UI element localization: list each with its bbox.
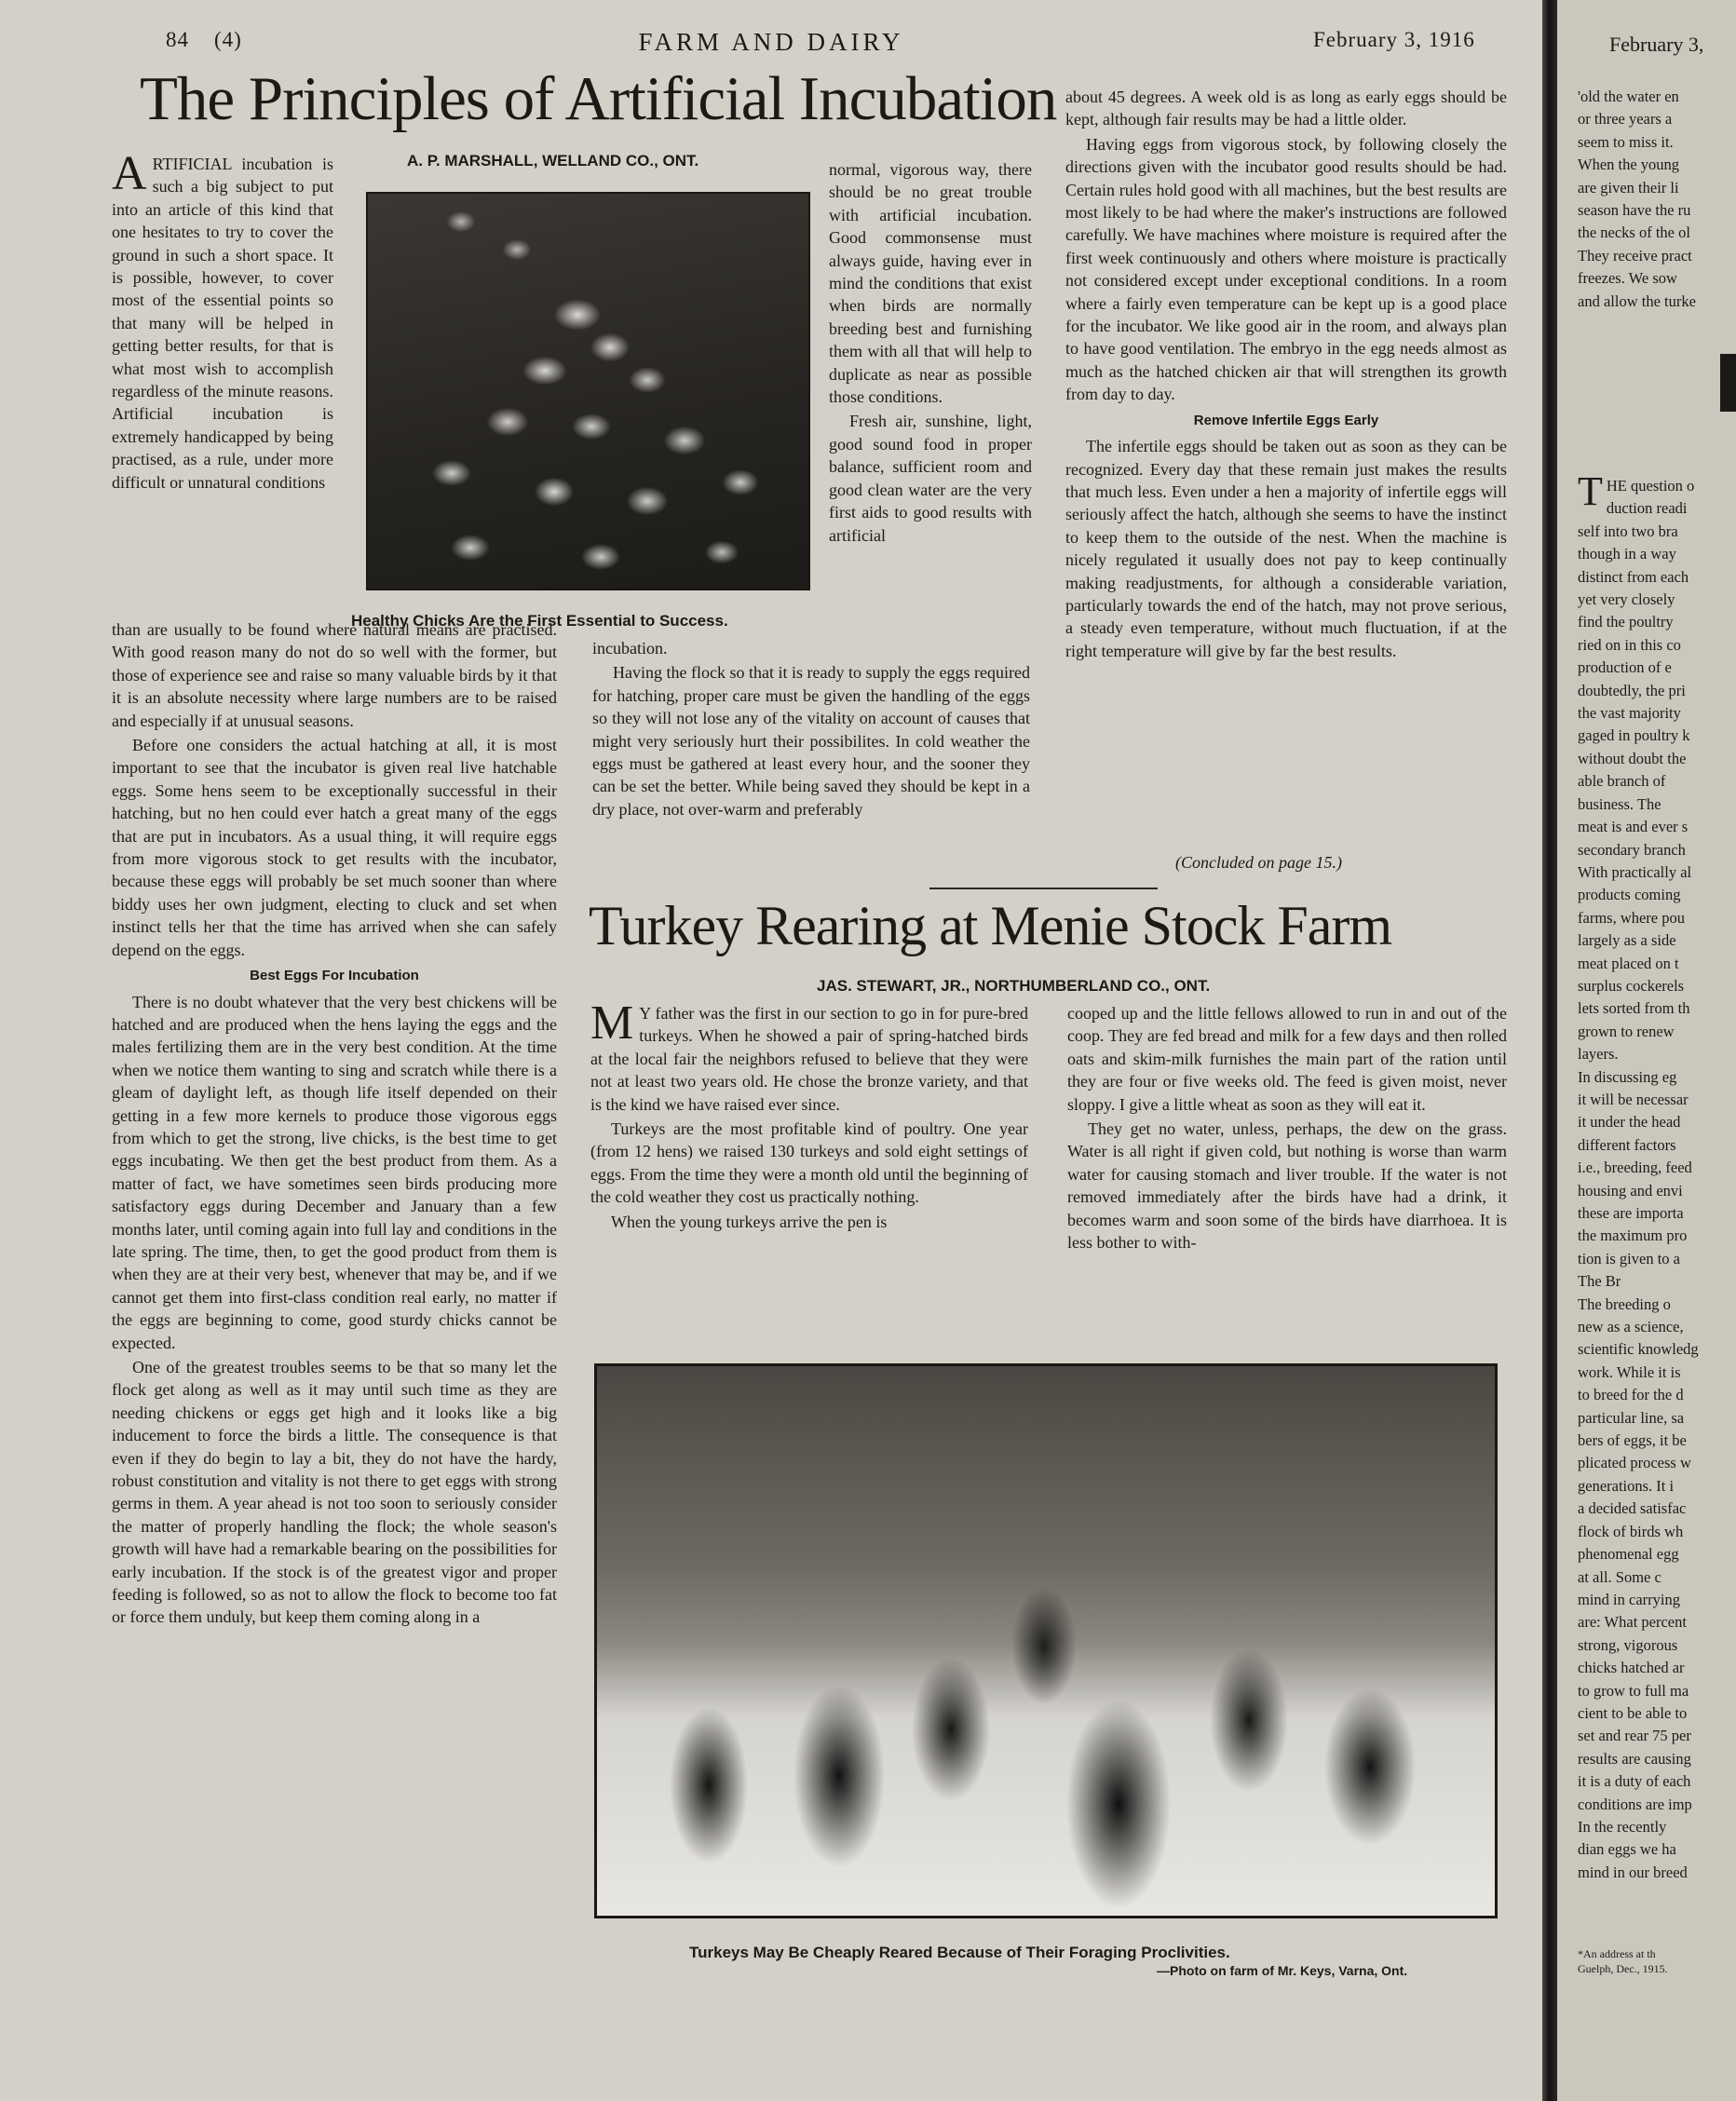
article1-col3-para3: The infertile eggs should be taken out as soon as they can be recognized. Every day that these remain just makes the results that much less. Even under a hen a majority of infertile eggs will seriously affect the hatch, although she seems to have the instinct to keep them to the outside of the nest. When the machine is nicely regulated it usually does not pay to keep continually making readjustments, for although a considerable variation, particularly towards the end of the hatch, may not prove serious, a steady even temperature, without much fluctuation, if at the right temperature will give by far the best results.: [1065, 437, 1507, 660]
adjacent-page-large-initial: [1720, 354, 1736, 412]
article1-byline: A. P. MARSHALL, WELLAND CO., ONT.: [407, 152, 699, 169]
article2-para2: Turkeys are the most profitable kind of poultry. One year (from 12 hens) we raised 130 turkeys and sold eight settings of eggs. From the time they were a month old until the beginning of the cold weather they cost us practically nothing.: [590, 1119, 1028, 1207]
turkeys-photo-caption: Turkeys May Be Cheaply Reared Because of Their Foraging Proclivities.: [689, 1944, 1230, 1961]
adjacent-page-line: cient to be able to: [1578, 1703, 1688, 1722]
chicks-photo-caption: Healthy Chicks Are the First Essential to Success.: [351, 612, 728, 630]
adjacent-page-line: yet very closely: [1578, 590, 1675, 609]
concluded-note: (Concluded on page 15.): [1175, 853, 1342, 872]
dropcap: A: [112, 147, 147, 200]
article2-para1: Y father was the first in our section to go in for pure-bred turkeys. When he showed a pair of spring-hatched birds at the local fair the neighbors refused to believe that they were not at least two years old. He chose the bronze variety, and that is the kind we have raised ever since.: [590, 1004, 1028, 1114]
adjacent-page-line: the necks of the ol: [1578, 224, 1690, 242]
adjacent-page-line: In the recently: [1578, 1817, 1667, 1836]
adjacent-page-line: production of e: [1578, 658, 1672, 677]
adjacent-page-line: it is a duty of each: [1578, 1772, 1691, 1791]
article1-para2: Before one considers the actual hatching at all, it is most important to see that the incubator is given real live hatchable eggs. Some hens seem to be exceptionally successful in their hatching, but no hen could ever hatch a great many of the eggs that are put in incubators. As a usual thing, it will require eggs from more vigorous stock to get results with the incubator, because these eggs will probably be set much sooner than where biddy uses her own judgment, electing to cluck and set when instinct tells her that the time has arrived when she can safely depend on the eggs.: [112, 736, 557, 959]
article2-title: Turkey Rearing at Menie Stock Farm: [589, 895, 1391, 956]
chicks-photo: [366, 192, 810, 590]
adjacent-page-line: new as a science,: [1578, 1318, 1684, 1336]
adjacent-page-line: layers.: [1578, 1045, 1619, 1064]
adjacent-page-fragment: [1557, 0, 1736, 2101]
adjacent-page-column-top: [1578, 86, 1736, 313]
adjacent-page-header: February 3,: [1609, 33, 1704, 56]
adjacent-page-line: dian eggs we ha: [1578, 1840, 1676, 1859]
adjacent-page-line: self into two bra: [1578, 522, 1678, 540]
article1-column2-top: [829, 158, 1032, 549]
adjacent-page-line: The Br: [1578, 1272, 1621, 1291]
article1-col3-para1: about 45 degrees. A week old is as long as early eggs should be kept, although fair results may be had a little older.: [1065, 88, 1507, 129]
adjacent-page-line: lets sorted from th: [1578, 999, 1690, 1018]
adjacent-page-line: They receive pract: [1578, 246, 1692, 264]
article1-col2-rest: incubation.: [592, 639, 668, 657]
adjacent-page-line: With practically al: [1578, 862, 1692, 881]
adjacent-page-line: seem to miss it.: [1578, 132, 1674, 151]
adjacent-page-line: results are causing: [1578, 1749, 1691, 1768]
adjacent-page-footnote: [1578, 1946, 1668, 1976]
article2-column2: [1067, 1002, 1507, 1255]
article2-col2-para2: They get no water, unless, perhaps, the dew on the grass. Water is all right if given cold, but nothing is worse than warm water for causing stomach and liver trouble. If the water is not removed immediately after the birds have had a drink, it becomes warm and soon some of the birds have diarrhoea. It is less bother to with-: [1067, 1119, 1507, 1253]
adjacent-page-line: scientific knowledg: [1578, 1340, 1699, 1359]
adjacent-page-line: In discussing eg: [1578, 1067, 1677, 1086]
adjacent-page-line: flock of birds wh: [1578, 1522, 1684, 1540]
adjacent-page-line: set and rear 75 per: [1578, 1727, 1691, 1745]
adjacent-page-line: generations. It i: [1578, 1476, 1675, 1495]
article2-para3: When the young turkeys arrive the pen is: [611, 1212, 888, 1231]
adjacent-page-line: grown to renew: [1578, 1022, 1675, 1040]
adjacent-page-line: to grow to full ma: [1578, 1681, 1689, 1700]
adjacent-page-line: the maximum pro: [1578, 1227, 1688, 1245]
adjacent-page-line-text: HE question o: [1606, 477, 1695, 495]
adjacent-page-line: a decided satisfac: [1578, 1499, 1687, 1518]
binding-gutter: [1542, 0, 1557, 2101]
adjacent-page-line: at all. Some c: [1578, 1567, 1661, 1586]
adjacent-page-line: strong, vigorous: [1578, 1635, 1678, 1654]
subhead-infertile-eggs: Remove Infertile Eggs Early: [1193, 412, 1379, 428]
adjacent-page-line: meat placed on t: [1578, 954, 1679, 972]
publication-name: FARM AND DAIRY: [638, 28, 904, 56]
adjacent-page-line: it under the head: [1578, 1113, 1681, 1132]
adjacent-page-line: and allow the turke: [1578, 291, 1696, 310]
adjacent-page-line: freezes. We sow: [1578, 269, 1677, 288]
article1-col2-top-para2: Fresh air, sunshine, light, good sound food in proper balance, sufficient room and good clean water are the very first aids to good results with artificial: [829, 412, 1032, 545]
adjacent-page-line: doubtedly, the pri: [1578, 681, 1686, 699]
turkeys-photo: [594, 1363, 1498, 1918]
adjacent-page-line: tion is given to a: [1578, 1249, 1680, 1267]
page-number: 84 (4): [166, 28, 242, 51]
adjacent-page-line: bers of eggs, it be: [1578, 1431, 1687, 1450]
adjacent-page-line: mind in carrying: [1578, 1590, 1680, 1608]
dropcap: T: [1578, 468, 1603, 514]
article2-col2-para1: cooped up and the little fellows allowed to run in and out of the coop. They are fed bread and milk for a few days and then rolled oats and skim-milk furnishes the main part of the ration until they are four or five weeks old. The feed is given moist, never sloppy. I give a little wheat as soon as they will eat it.: [1067, 1004, 1507, 1114]
adjacent-page-line: able branch of: [1578, 772, 1666, 791]
adjacent-page-line: meat is and ever s: [1578, 818, 1689, 836]
adjacent-page-line: different factors: [1578, 1135, 1676, 1154]
adjacent-page-line: though in a way: [1578, 545, 1676, 563]
adjacent-page-line: or three years a: [1578, 110, 1673, 129]
article1-col3-para2: Having eggs from vigorous stock, by following closely the directions given with the incubator good results should be had. Certain rules hold good with all machines, but the best results are most likely to be had where the maker's instructions are followed carefully. We have machines where moisture is required after the first week continuously and others where moisture is practically not considered except under exceptional conditions. In a room where a fairly even temperature can be kept up is a good place for the incubator. We like good air in the room, and always plan to have good ventilation. The embryo in the egg needs almost as much as the hatched chicken air that will strengthen its growth from day to day.: [1065, 134, 1507, 404]
article1-para4: One of the greatest troubles seems to be that so many let the flock get along as well as it may until such time as they are needing chickens or eggs get high and it looks like a big inducement to force the birds a little. The consequence is that even if they do begin to lay a bit, they do not have the hardy, robust constitution and vitality is not there to get eggs with strong germs in them. A year ahead is not too soon to seriously consider the matter of properly handling the flock; the whole season's growth will have had a remarkable bearing on the possibilities for early incubation. If the stock is of the greatest vigor and proper feeding is followed, so as not to allow the flock to become too fat or force them unduly, but keep them coming along in a: [112, 1358, 557, 1627]
adjacent-page-line: The breeding o: [1578, 1294, 1671, 1313]
adjacent-page-line: housing and envi: [1578, 1181, 1683, 1200]
adjacent-page-line: products coming: [1578, 886, 1681, 904]
adjacent-page-line: plicated process w: [1578, 1454, 1691, 1472]
adjacent-page-line: ried on in this co: [1578, 635, 1681, 654]
adjacent-page-column: [1578, 468, 1736, 1884]
adjacent-page-line: are: What percent: [1578, 1613, 1687, 1632]
article2-byline: JAS. STEWART, JR., NORTHUMBERLAND CO., ONT.: [817, 977, 1211, 995]
article1-intro-top: RTIFICIAL incubation is such a big subject to put into an article of this kind that one hesitates to try to cover the ground in such a short space. It is possible, however, to cover most of the essential points so that many will be helped in getting better results, for that is what most wish to accomplish regardless of the minute reasons. Artificial incubation is extremely handicapped by being practised, as a rule, under more difficult or unnatural conditions: [112, 155, 333, 492]
adjacent-page-line: particular line, sa: [1578, 1408, 1685, 1427]
adjacent-page-footnote-line: Guelph, Dec., 1915.: [1578, 1962, 1668, 1975]
article1-title: The Principles of Artificial Incubation: [140, 64, 1057, 133]
adjacent-page-line: phenomenal egg: [1578, 1545, 1679, 1564]
adjacent-page-line: largely as a side: [1578, 931, 1676, 950]
article1-col2-para: Having the flock so that it is ready to supply the eggs required for hatching, proper care must be given the handling of the eggs so they will not lose any of the vitality on account of causes that might very seriously hurt their possibilites. In cold weather the eggs must be gathered at least every hour, and the sooner they can be set the better. While being saved they should be kept in a dry place, not over-warm and preferably: [592, 663, 1030, 819]
adjacent-page-line: find the poultry: [1578, 613, 1674, 631]
adjacent-page-line: work. While it is: [1578, 1362, 1681, 1381]
photo-credit: —Photo on farm of Mr. Keys, Varna, Ont.: [1157, 1963, 1408, 1978]
adjacent-page-line: When the young: [1578, 156, 1680, 174]
dropcap: M: [590, 996, 634, 1050]
adjacent-page-footnote-line: *An address at th: [1578, 1947, 1656, 1960]
adjacent-page-line: distinct from each: [1578, 567, 1689, 586]
adjacent-page-line: season have the ru: [1578, 201, 1691, 220]
adjacent-page-line: without doubt the: [1578, 749, 1687, 767]
section-divider: [929, 888, 1158, 889]
article1-col2-top-para: normal, vigorous way, there should be no great trouble with artificial incubation. Good commonsense must always guide, having ever in mind the conditions that exist when birds are normally breeding best and furnishing them with all that will help to duplicate as near as possible those conditions.: [829, 160, 1032, 407]
article1-column1: [112, 618, 557, 1631]
article1-column3: [1065, 86, 1507, 664]
adjacent-page-line: i.e., breeding, feed: [1578, 1159, 1692, 1177]
adjacent-page-line: surplus cockerels: [1578, 976, 1685, 995]
issue-date: February 3, 1916: [1313, 28, 1475, 51]
adjacent-page-line: duction readi: [1606, 499, 1688, 518]
subhead-best-eggs: Best Eggs For Incubation: [250, 968, 419, 984]
article2-column1: [590, 996, 1028, 1235]
adjacent-page-line: farms, where pou: [1578, 908, 1686, 927]
adjacent-page-line: the vast majority: [1578, 704, 1681, 723]
article1-para3: There is no doubt whatever that the very best chickens will be hatched and are produced when the hens laying the eggs and the males fertilizing them are in the very best condition. At the time when we notice them wanting to sing and scratch while there is a gleam of daylight left, as though life itself depended on their getting in a few more kernels to produce those vigorous eggs from which to get the strong, live chicks, is the best time to get eggs incubating. We then get the best product from them. As a matter of fact, we have sometimes seen birds producing more satisfactory eggs during December and January than a few months later, until coming again into full lay and conditions in the late spring. The time, then, to get the good product from them is when they are at their very best, whenever that may be, and if we cannot get them into first-class condition real early, no matter if the eggs are beginning to come, good sturdy chicks cannot be expected.: [112, 992, 557, 1352]
adjacent-page-line: these are importa: [1578, 1204, 1684, 1222]
adjacent-page-line: gaged in poultry k: [1578, 726, 1690, 745]
adjacent-page-line: chicks hatched ar: [1578, 1659, 1685, 1677]
article1-column2: [592, 637, 1030, 822]
adjacent-page-line: business. The: [1578, 794, 1661, 813]
adjacent-page-line: conditions are imp: [1578, 1795, 1692, 1813]
adjacent-page-line: secondary branch: [1578, 840, 1686, 859]
adjacent-page-line: 'old the water en: [1578, 88, 1679, 105]
adjacent-page-line: are given their li: [1578, 178, 1679, 197]
adjacent-page-line: to breed for the d: [1578, 1386, 1684, 1404]
adjacent-page-line: it will be necessar: [1578, 1090, 1689, 1108]
article1-intro-rest: than are usually to be found where natural means are practised. With good reason many do not do so well with the former, but those of experience see and raise so many valuable birds by it that it is an absolute necessity where large numbers are to be raised and especially if at unusual seasons.: [112, 620, 557, 730]
adjacent-page-line: mind in our breed: [1578, 1863, 1688, 1881]
article1-intro-column: [112, 147, 333, 495]
